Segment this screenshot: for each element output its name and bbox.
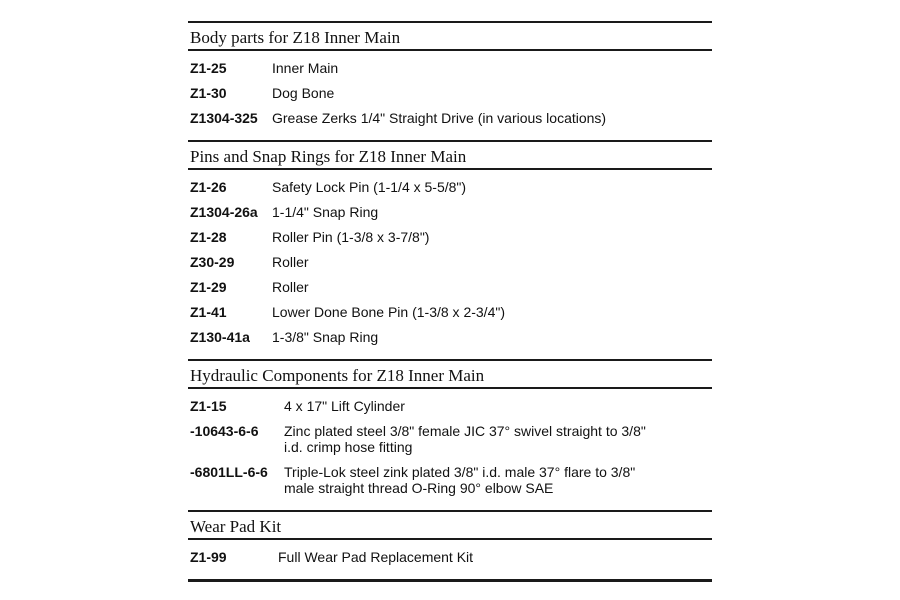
part-number: -10643-6-6 — [190, 423, 259, 439]
part-description: Safety Lock Pin (1-1/4 x 5-5/8") — [272, 179, 467, 195]
parts-list — [188, 540, 712, 579]
parts-list — [188, 170, 712, 359]
part-number: -6801LL-6-6 — [190, 464, 268, 480]
part-description: Lower Done Bone Pin (1-3/8 x 2-3/4") — [272, 304, 505, 320]
part-number: Z1-15 — [190, 398, 227, 414]
parts-list — [188, 51, 712, 140]
part-row — [188, 304, 712, 329]
part-number: Z1-29 — [190, 279, 227, 295]
part-description: 4 x 17" Lift Cylinder — [284, 398, 405, 414]
part-number: Z1-25 — [190, 60, 227, 76]
part-row — [188, 254, 712, 279]
part-description: Grease Zerks 1/4" Straight Drive (in various locations) — [272, 110, 607, 126]
parts-list — [188, 389, 712, 510]
parts-list-document — [188, 21, 712, 582]
part-number: Z1-28 — [190, 229, 227, 245]
part-description: Zinc plated steel 3/8" female JIC 37° swivel straight to 3/8" i.d. crimp hose fitting — [284, 423, 646, 455]
part-description: Roller Pin (1-3/8 x 3-7/8") — [272, 229, 430, 245]
section-title: Hydraulic Components for Z18 Inner Main — [190, 366, 485, 385]
part-description: Roller — [272, 254, 309, 270]
part-row — [188, 204, 712, 229]
part-row — [188, 179, 712, 204]
part-row — [188, 423, 712, 464]
section-title: Pins and Snap Rings for Z18 Inner Main — [190, 147, 467, 166]
section-title: Body parts for Z18 Inner Main — [190, 28, 401, 47]
bottom-rule — [188, 579, 712, 582]
part-description: Dog Bone — [272, 85, 335, 101]
part-row — [188, 60, 712, 85]
part-row — [188, 398, 712, 423]
part-number: Z1-99 — [190, 549, 227, 565]
part-number: Z1-26 — [190, 179, 227, 195]
section-title: Wear Pad Kit — [190, 517, 282, 536]
part-description: Inner Main — [272, 60, 339, 76]
part-description: 1-3/8" Snap Ring — [272, 329, 379, 345]
part-row — [188, 279, 712, 304]
part-number: Z1304-325 — [190, 110, 258, 126]
part-description: Triple-Lok steel zink plated 3/8" i.d. male 37° flare to 3/8" male straight thread O-Ring 90° elbow SAE — [284, 464, 636, 496]
part-description: 1-1/4" Snap Ring — [272, 204, 379, 220]
part-row — [188, 85, 712, 110]
part-number: Z1-41 — [190, 304, 227, 320]
part-row — [188, 464, 712, 505]
part-row — [188, 549, 712, 574]
part-number: Z1-30 — [190, 85, 227, 101]
part-number: Z30-29 — [190, 254, 235, 270]
part-row — [188, 110, 712, 135]
part-row — [188, 329, 712, 354]
part-number: Z130-41a — [190, 329, 250, 345]
part-description: Roller — [272, 279, 309, 295]
part-description: Full Wear Pad Replacement Kit — [278, 549, 474, 565]
part-number: Z1304-26a — [190, 204, 258, 220]
part-row — [188, 229, 712, 254]
